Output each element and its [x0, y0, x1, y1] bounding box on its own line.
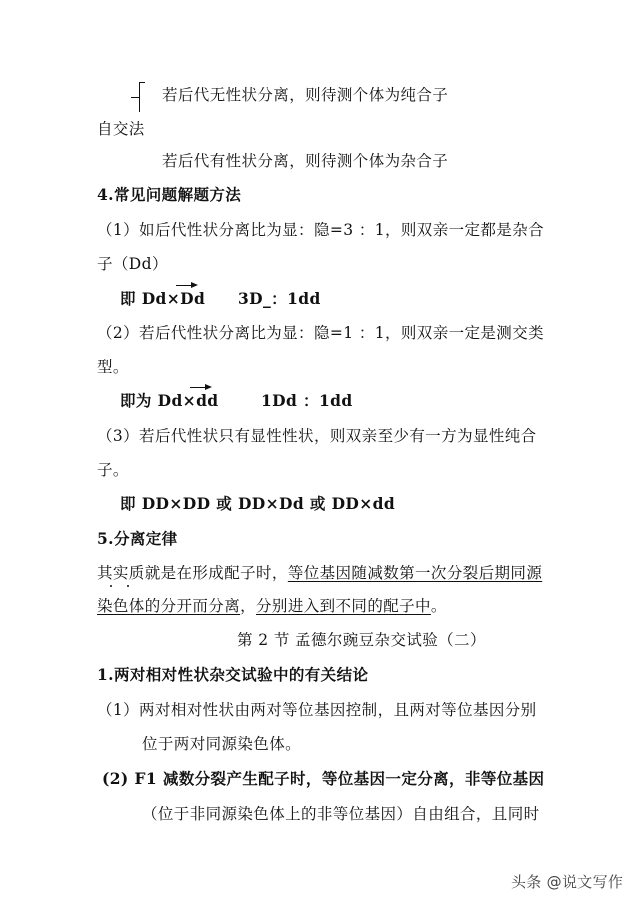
section4-item1-result: 3D_：1dd: [238, 289, 321, 308]
section5-text-underlined: 染色体的分开而分离: [97, 597, 241, 615]
section-title: 第 2 节 孟德尔豌豆杂交试验（二）: [237, 631, 486, 649]
section5-heading: 5.分离定律: [97, 529, 178, 548]
section4-item2-line1: （2）若后代性状分离比为显：隐=1 ：1，则双亲一定是测交类: [97, 324, 545, 342]
selfcross-label: 自交法: [97, 120, 145, 138]
section4-item1-line1: （1）如后代性状分离比为显：隐=3 ：1，则双亲一定都是杂合: [97, 221, 545, 239]
part1-item2-line1: [102, 768, 544, 790]
section4-item2-result: 1Dd ：1dd: [261, 391, 353, 410]
section4-heading: 4.常见问题解题方法: [97, 185, 242, 204]
selfcross-line-2: 若后代有性状分离，则待测个体为杂合子: [162, 152, 449, 170]
derivation-arrow: [176, 285, 196, 286]
brace-middle-tick: [131, 97, 139, 98]
section4-item3-line2: 子。: [97, 461, 129, 479]
part1-item1-line2: 位于两对同源染色体。: [142, 735, 302, 753]
section5-text-plain: 其实质就是在形成配子时，: [97, 564, 288, 582]
brace-top-tick: [139, 82, 145, 83]
section4-item1-line2: 子（Dd）: [97, 255, 168, 273]
section5-text-line1: [97, 562, 542, 584]
section4-item2-line2: 型。: [97, 358, 129, 376]
section5-text-underlined: 分别进入到不同的配子中: [256, 597, 431, 615]
selfcross-line-1: 若后代无性状分离，则待测个体为纯合子: [162, 86, 449, 104]
section5-text-underlined: 等位基因随减数第一次分裂后期同源: [287, 564, 543, 582]
part1-item2-line2: （位于非同源染色体上的非等位基因）自由组合，且同时: [142, 805, 540, 823]
part1-item1-line1: （1）两对相对性状由两对等位基因控制，且两对等位基因分别: [97, 701, 537, 719]
section4-item1-formula: 即 Dd×Dd: [120, 289, 206, 308]
section5-text-plain: ，: [240, 597, 257, 615]
section4-item3-line1: （3）若后代性状只有显性性状，则双亲至少有一方为显性纯合: [97, 427, 537, 445]
brace-line: [139, 82, 140, 112]
watermark: 头条 @说文写作: [511, 873, 624, 891]
emphasis-dot: [110, 585, 112, 587]
section4-item3-formula: 即 DD×DD 或 DD×Dd 或 DD×dd: [120, 494, 396, 513]
derivation-arrow: [190, 387, 210, 388]
section5-text-plain: 。: [430, 597, 447, 615]
emphasis-dot: [127, 585, 129, 587]
part1-heading: 1.两对相对性状杂交试验中的有关结论: [97, 665, 369, 684]
part1-item2-text: (2) F1 减数分裂产生配子时，等位基因一定分离，非等位基因: [102, 769, 545, 788]
section5-text-line2: [97, 595, 447, 617]
section4-item2-formula: 即为 Dd×dd: [120, 391, 219, 410]
